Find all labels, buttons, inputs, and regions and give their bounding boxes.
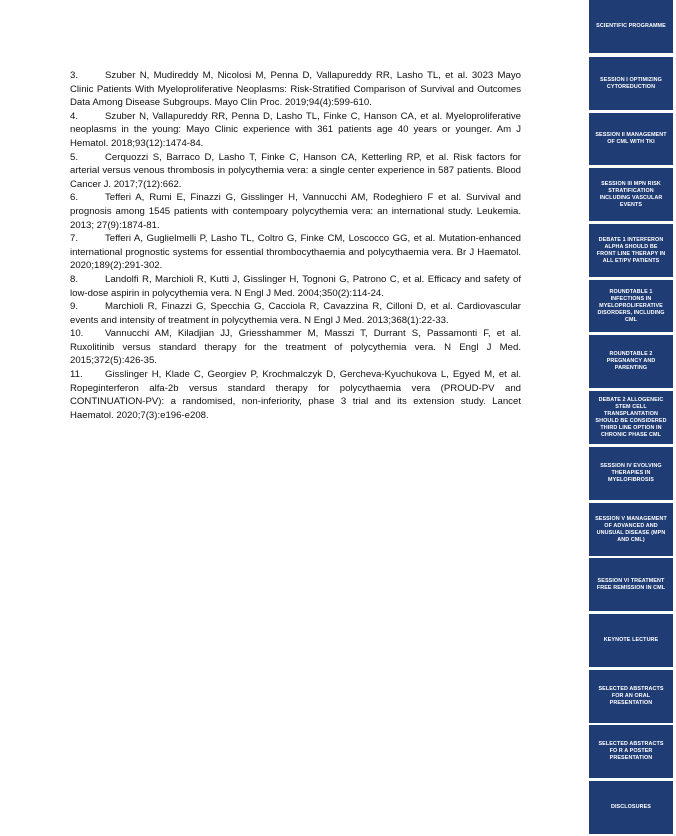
nav-tab-scientific-programme[interactable]: SCIENTIFIC PROGRAMME	[589, 0, 673, 53]
reference-item	[70, 232, 521, 273]
reference-number: 3.	[70, 70, 79, 81]
nav-tab-debate-1[interactable]: DEBATE 1 INTERFERON ALPHA SHOULD BE FRONT LINE THERAPY IN ALL ET/PV PATIENTS	[589, 224, 673, 277]
reference-item	[70, 300, 521, 327]
nav-tab-roundtable-2[interactable]: ROUNDTABLE 2 PREGNANCY AND PARENTING	[589, 335, 673, 388]
reference-item	[70, 273, 521, 300]
nav-tab-roundtable-1[interactable]: ROUNDTABLE 1 INFECTIONS IN MYELOPROLIFERATIVE DISORDERS, INCLUDING CML	[589, 280, 673, 332]
reference-list	[70, 69, 521, 422]
reference-text: Vannucchi AM, Kiladjian JJ, Griesshammer M, Masszi T, Durrant S, Passamonti F, et al. Ruxolitinib versus standard therapy for the treatment of polycythemia vera. N Engl J Med. 2015;372(5):426-35.	[70, 328, 521, 367]
nav-tab-oral-abstracts[interactable]: SELECTED ABSTRACTS FOR AN ORAL PRESENTATION	[589, 670, 673, 723]
nav-tab-session-6[interactable]: SESSION VI TREATMENT FREE REMISSION IN CML	[589, 558, 673, 611]
reference-number: 9.	[70, 301, 79, 313]
reference-item	[70, 69, 521, 110]
reference-text: Gisslinger H, Klade C, Georgiev P, Krochmalczyk D, Gercheva-Kyuchukova L, Egyed M, et al. Ropeginterferon alfa-2b versus standard therapy for polycythaemia vera (PROUD-PV and CONTINUATION-PV): a randomised, non-inferiority, phase 3 trial and its extension study. Lancet Haematol. 2020;7(3):e196-e208.	[70, 369, 521, 421]
section-sidebar	[589, 0, 676, 836]
reference-text: Szuber N, Vallapureddy RR, Penna D, Lasho TL, Finke C, Hanson CA, et al. Myeloproliferative neoplasms in the young: Mayo Clinic experience with 361 patients age 40 years or younger. Am J Hematol. 2018;93(12):1474-84.	[70, 110, 521, 149]
reference-number: 5.	[70, 151, 79, 163]
nav-tab-session-1[interactable]: SESSION I OPTIMIZING CYTOREDUCTION	[589, 57, 673, 110]
reference-item	[70, 327, 521, 368]
reference-item	[70, 368, 521, 422]
reference-text: Landolfi R, Marchioli R, Kutti J, Gisslinger H, Tognoni G, Patrono C, et al. Efficacy and safety of low-dose aspirin in polycythemia vera. N Engl J Med. 2004;350(2):114-24.	[70, 273, 521, 299]
nav-tab-session-3[interactable]: SESSION III MPN RISK STRATIFICATION INCLUDING VASCULAR EVENTS	[589, 168, 673, 221]
reference-number: 10.	[70, 328, 84, 340]
reference-item	[70, 151, 521, 192]
reference-item	[70, 191, 521, 232]
reference-text: Cerquozzi S, Barraco D, Lasho T, Finke C, Hanson CA, Ketterling RP, et al. Risk factors for arterial versus venous thrombosis in polycythemia vera: a single center experience in 587 patients. Blood Cancer J. 2017;7(12):662.	[70, 151, 521, 190]
reference-text: Marchioli R, Finazzi G, Specchia G, Cacciola R, Cavazzina R, Cilloni D, et al. Cardiovascular events and intensity of treatment in polycythemia vera. N Engl J Med. 2013;368(1):22-33.	[70, 301, 521, 326]
reference-text: Tefferi A, Guglielmelli P, Lasho TL, Coltro G, Finke CM, Loscocco GG, et al. Mutation-enhanced international prognostic systems for essential thrombocythaemia and polycythaemia vera. Br J Haematol. 2020;189(2):291-302.	[70, 233, 521, 272]
reference-item	[70, 110, 521, 151]
nav-tab-session-2[interactable]: SESSION II MANAGEMENT OF CML WITH TKI	[589, 113, 673, 165]
nav-tab-disclosures[interactable]: DISCLOSURES	[589, 781, 673, 834]
reference-number: 8.	[70, 273, 79, 285]
nav-tab-poster-abstracts[interactable]: SELECTED ABSTRACTS FO R A POSTER PRESENTATION	[589, 725, 673, 778]
reference-number: 7.	[70, 233, 79, 245]
reference-number: 6.	[70, 192, 79, 204]
reference-text: Tefferi A, Rumi E, Finazzi G, Gisslinger H, Vannucchi AM, Rodeghiero F et al. Survival and prognosis among 1545 patients with contempoary polycythemia vera: an international study. Leukemia. 2013; 27(9):1874-81.	[70, 192, 521, 231]
reference-number: 4.	[70, 110, 79, 122]
nav-tab-keynote-lecture[interactable]: KEYNOTE LECTURE	[589, 614, 673, 667]
reference-text: Szuber N, Mudireddy M, Nicolosi M, Penna D, Vallapureddy RR, Lasho TL, et al. 3023 Mayo Clinic Patients With Myeloproliferative Neoplasms: Risk-Stratified Comparison of Survival and Outcomes Data Among Disease Subgroups. Mayo Clin Proc. 2019;94(4):599-610.	[70, 70, 521, 109]
nav-tab-debate-2[interactable]: DEBATE 2 ALLOGENEIC STEM CELL TRANSPLANTATION SHOULD BE CONSIDERED THIRD LINE OPTION IN CHRONIC PHASE CML	[589, 391, 673, 444]
nav-tab-session-5[interactable]: SESSION V MANAGEMENT OF ADVANCED AND UNUSUAL DISEASE (MPN AND CML)	[589, 503, 673, 556]
nav-tab-session-4[interactable]: SESSION IV EVOLVING THERAPIES IN MYELOFIBROSIS	[589, 447, 673, 500]
reference-number: 11.	[70, 369, 83, 381]
